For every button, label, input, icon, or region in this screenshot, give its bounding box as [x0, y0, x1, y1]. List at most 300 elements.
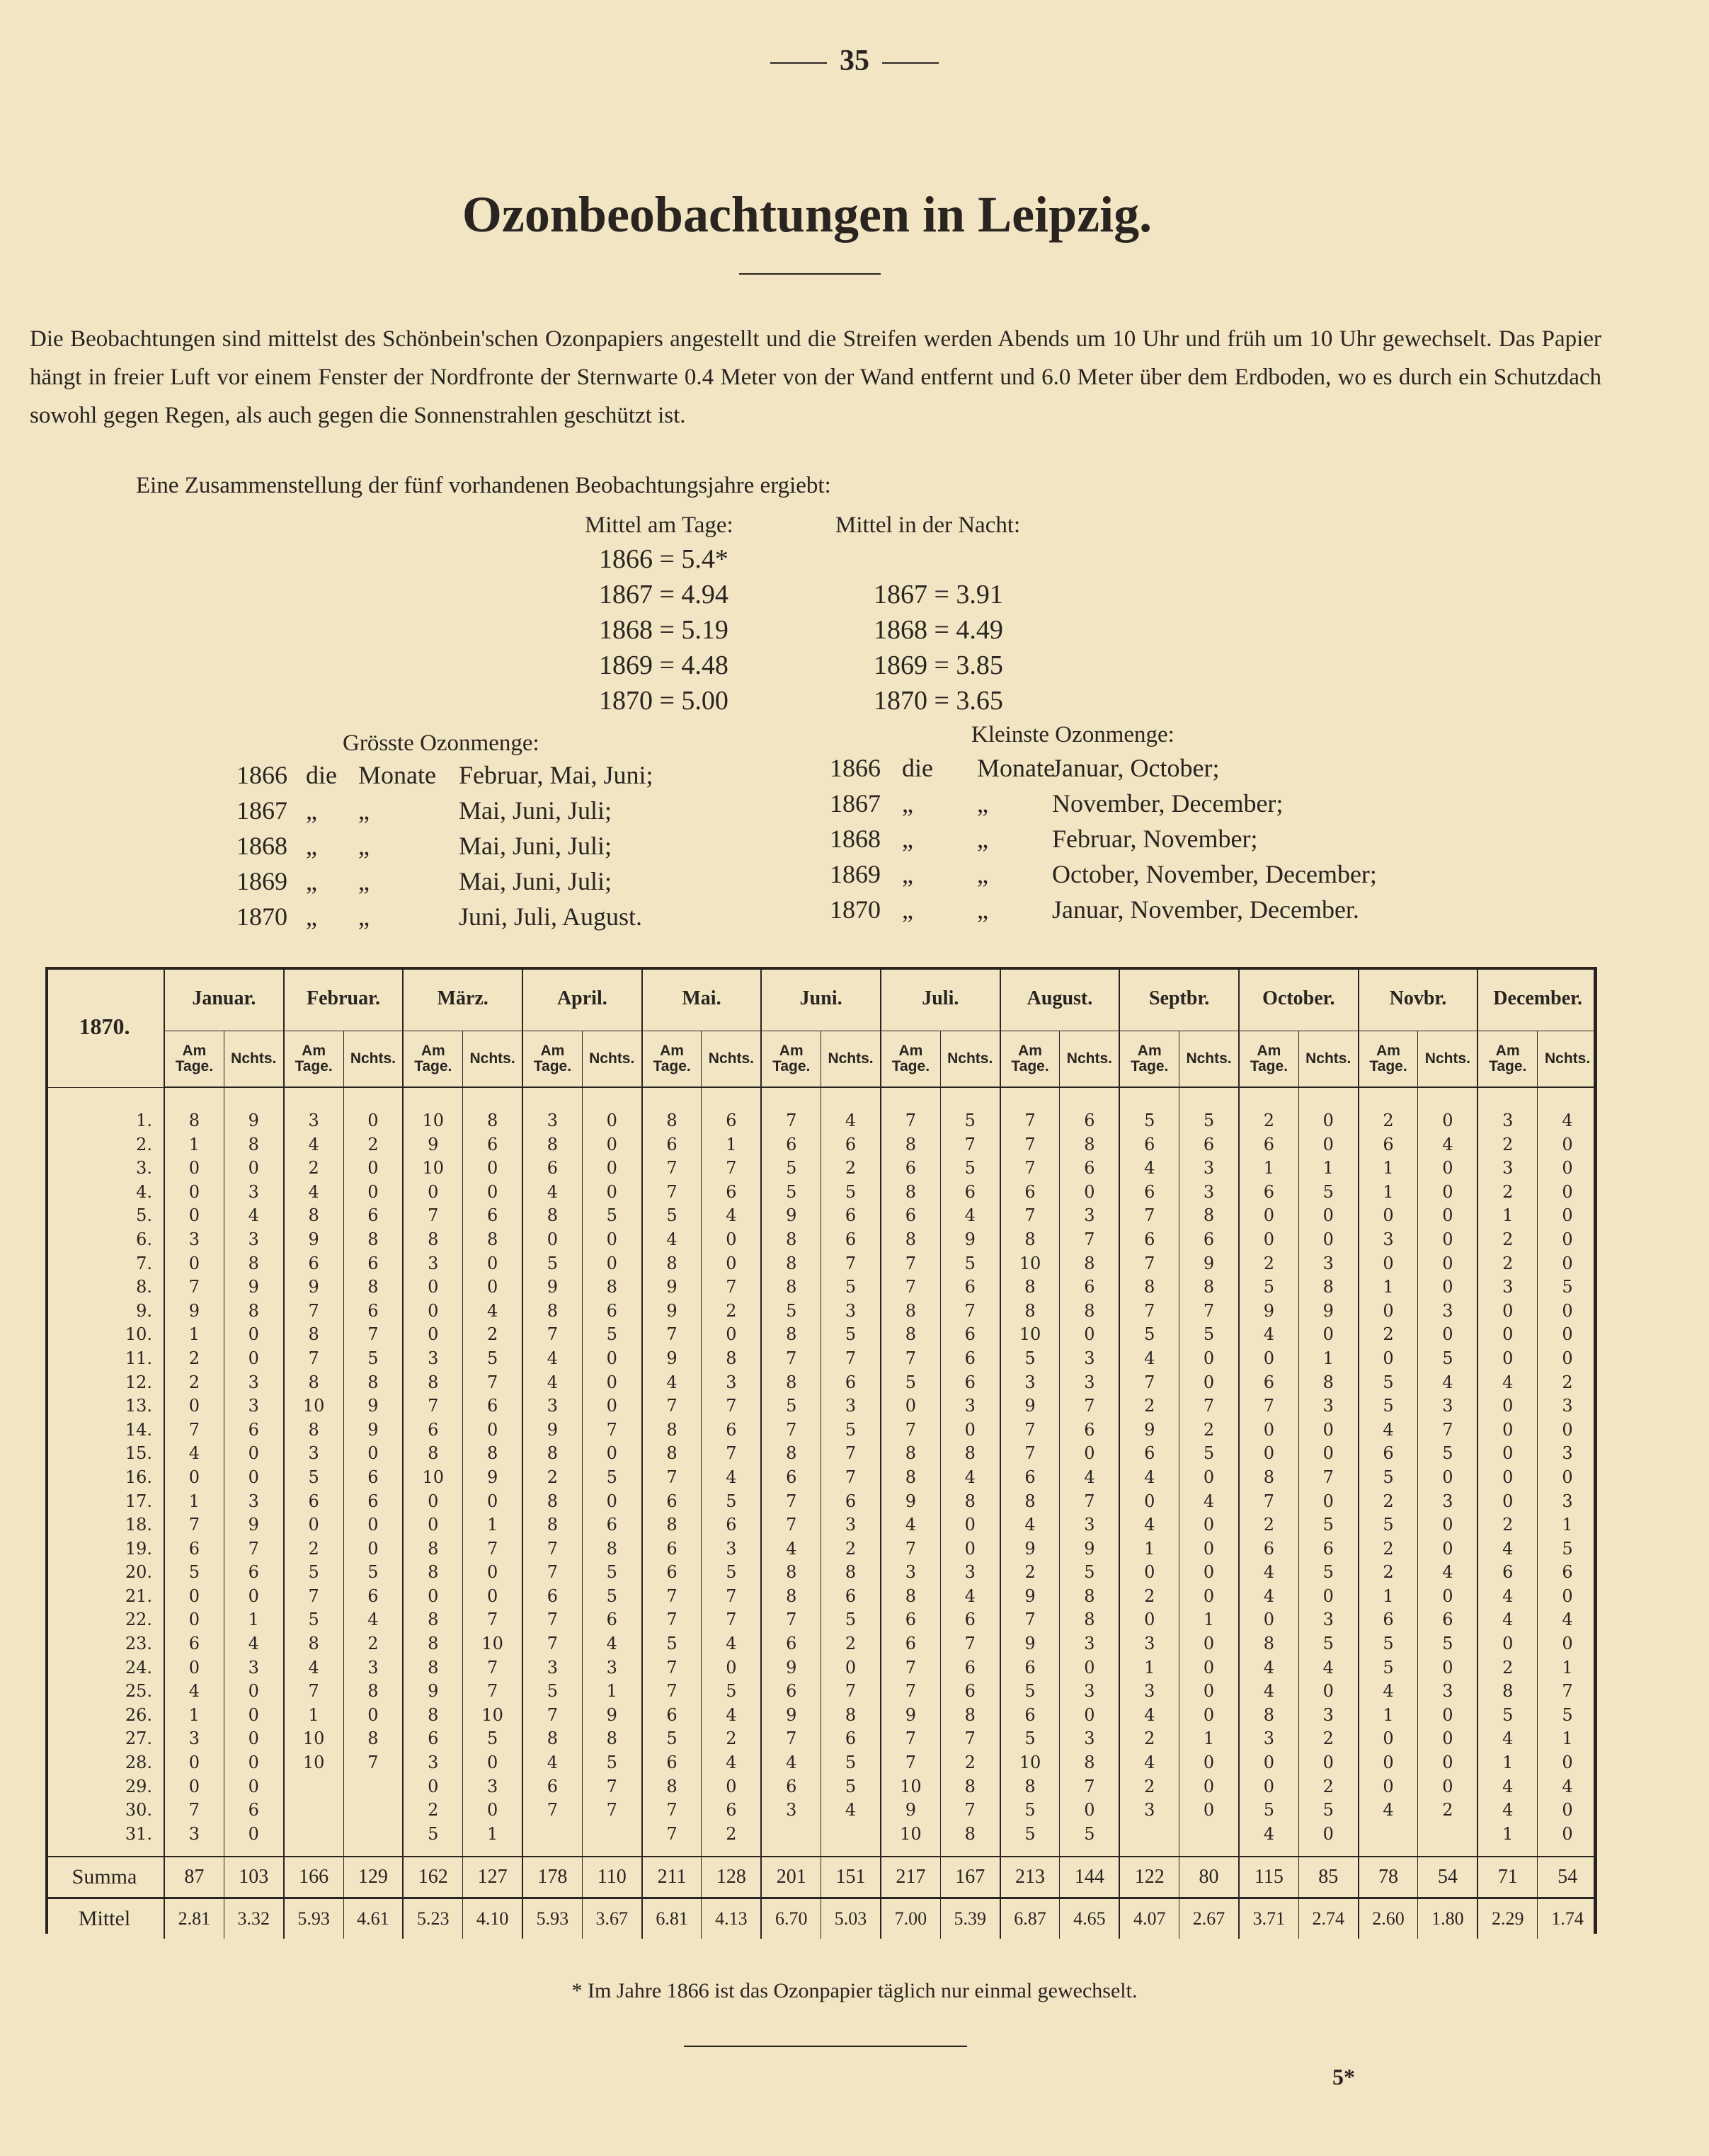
- table-cell: 6: [881, 1157, 940, 1181]
- table-cell: 1: [164, 1704, 224, 1728]
- mean-day-1870: 1870 = 5.00: [599, 686, 728, 716]
- table-cell: 0: [1477, 1347, 1537, 1371]
- table-cell: 0: [1298, 1585, 1358, 1609]
- table-cell: 2: [1538, 1371, 1597, 1395]
- summa-cell: 166: [284, 1857, 343, 1898]
- table-cell: 7: [881, 1252, 940, 1276]
- table-cell: 10: [881, 1823, 940, 1857]
- mittel-cell: 3.67: [582, 1898, 641, 1939]
- table-cell: 4: [1477, 1727, 1537, 1751]
- table-cell: 8: [522, 1490, 582, 1514]
- table-cell: 8: [881, 1181, 940, 1205]
- table-cell: 6: [1119, 1181, 1179, 1205]
- table-cell: 0: [940, 1418, 1000, 1443]
- month-header: Septbr.: [1119, 967, 1239, 1031]
- table-cell: 0: [1538, 1632, 1597, 1656]
- table-cell: 4: [821, 1087, 881, 1133]
- table-cell: 1: [702, 1133, 761, 1157]
- table-cell: 0: [582, 1133, 641, 1157]
- subheader-night: Nchts.: [1179, 1031, 1239, 1088]
- table-cell: 9: [761, 1204, 821, 1228]
- table-cell: 0: [1538, 1133, 1597, 1157]
- table-cell: 4: [702, 1751, 761, 1775]
- table-cell: 10: [403, 1157, 462, 1181]
- table-cell: 5: [1239, 1275, 1298, 1300]
- subheader-night: Nchts.: [940, 1031, 1000, 1088]
- table-cell: 0: [582, 1371, 641, 1395]
- table-cell: 0: [164, 1157, 224, 1181]
- table-cell: 8: [522, 1204, 582, 1228]
- table-cell: 6: [463, 1204, 522, 1228]
- table-cell: 0: [343, 1442, 403, 1466]
- table-cell: 6: [1000, 1704, 1060, 1728]
- table-cell: 5: [761, 1181, 821, 1205]
- table-cell: 6: [1477, 1561, 1537, 1585]
- table-cell: 7: [642, 1823, 702, 1857]
- table-cell: 0: [1418, 1537, 1477, 1561]
- table-cell: 8: [522, 1133, 582, 1157]
- table-cell: 6: [343, 1466, 403, 1490]
- table-cell: 0: [1477, 1490, 1537, 1514]
- mittel-cell: 5.03: [821, 1898, 881, 1939]
- min-b: „: [977, 825, 988, 853]
- table-cell: 7: [642, 1323, 702, 1347]
- table-cell: 0: [1418, 1466, 1477, 1490]
- table-cell: 1: [284, 1704, 343, 1728]
- table-cell: 4: [1239, 1323, 1298, 1347]
- table-cell: 3: [1418, 1394, 1477, 1418]
- subheader-day: Am Tage.: [1359, 1031, 1418, 1088]
- table-cell: 0: [343, 1537, 403, 1561]
- table-cell: 7: [1000, 1157, 1060, 1181]
- table-cell: 3: [1298, 1394, 1358, 1418]
- table-cell: 7: [761, 1513, 821, 1537]
- table-cell: 2: [1119, 1727, 1179, 1751]
- summa-cell: 201: [761, 1857, 821, 1898]
- table-cell: [1179, 1823, 1239, 1857]
- summa-cell: 151: [821, 1857, 881, 1898]
- month-header: October.: [1239, 967, 1359, 1031]
- table-cell: 5: [821, 1323, 881, 1347]
- table-cell: 3: [1538, 1442, 1597, 1466]
- table-cell: 3: [821, 1300, 881, 1324]
- table-cell: 6: [164, 1632, 224, 1656]
- table-cell: 0: [224, 1823, 283, 1857]
- table-row: [45, 1133, 1597, 1157]
- table-cell: 7: [881, 1418, 940, 1443]
- table-cell: 0: [1538, 1799, 1597, 1823]
- table-cell: 1: [1179, 1608, 1239, 1632]
- table-cell: 0: [1298, 1490, 1358, 1514]
- table-cell: 6: [1000, 1656, 1060, 1680]
- summa-cell: 217: [881, 1857, 940, 1898]
- table-cell: 5: [1179, 1442, 1239, 1466]
- table-cell: 8: [642, 1252, 702, 1276]
- table-cell: 8: [224, 1300, 283, 1324]
- table-cell: 10: [1000, 1751, 1060, 1775]
- table-cell: 9: [642, 1300, 702, 1324]
- table-cell: 5: [702, 1680, 761, 1704]
- table-cell: 0: [1239, 1418, 1298, 1443]
- table-cell: 0: [1179, 1775, 1239, 1799]
- table-cell: 8: [881, 1323, 940, 1347]
- day-label: 20.: [125, 1562, 152, 1583]
- table-cell: 3: [1477, 1087, 1537, 1133]
- table-cell: 1: [1538, 1727, 1597, 1751]
- summa-cell: 129: [343, 1857, 403, 1898]
- table-cell: 0: [463, 1418, 522, 1443]
- table-cell: 0: [343, 1181, 403, 1205]
- table-cell: 4: [1359, 1680, 1418, 1704]
- table-cell: 8: [761, 1371, 821, 1395]
- table-cell: 4: [1119, 1466, 1179, 1490]
- table-cell: 6: [1119, 1442, 1179, 1466]
- mean-day-1868: 1868 = 5.19: [599, 615, 728, 645]
- table-cell: 5: [1060, 1561, 1119, 1585]
- min-year: 1870: [830, 895, 881, 924]
- table-cell: 0: [1298, 1323, 1358, 1347]
- table-cell: 0: [463, 1585, 522, 1609]
- intro-text: [30, 320, 1601, 435]
- table-cell: 8: [403, 1371, 462, 1395]
- min-months: November, December;: [1052, 789, 1284, 818]
- table-cell: 0: [224, 1347, 283, 1371]
- table-cell: 0: [1119, 1490, 1179, 1514]
- table-cell: 3: [1060, 1680, 1119, 1704]
- table-cell: 2: [1119, 1585, 1179, 1609]
- table-cell: 9: [582, 1704, 641, 1728]
- summa-cell: 54: [1418, 1857, 1477, 1898]
- table-cell: 7: [522, 1323, 582, 1347]
- table-cell: 3: [224, 1228, 283, 1252]
- table-cell: 6: [343, 1252, 403, 1276]
- table-cell: 1: [1359, 1704, 1418, 1728]
- table-cell: 0: [1239, 1608, 1298, 1632]
- month-header: Januar.: [164, 967, 284, 1031]
- subheader-day: Am Tage.: [1239, 1031, 1298, 1088]
- table-cell: 3: [702, 1371, 761, 1395]
- table-cell: 0: [1418, 1656, 1477, 1680]
- table-cell: [343, 1799, 403, 1823]
- table-cell: 3: [1298, 1704, 1358, 1728]
- table-cell: 6: [522, 1157, 582, 1181]
- table-cell: 6: [1000, 1466, 1060, 1490]
- table-cell: 0: [463, 1181, 522, 1205]
- table-cell: 1: [1179, 1727, 1239, 1751]
- mean-day-1866: 1866 = 5.4*: [599, 544, 728, 574]
- table-cell: 0: [1359, 1775, 1418, 1799]
- table-cell: 4: [522, 1347, 582, 1371]
- table-cell: 6: [224, 1418, 283, 1443]
- table-cell: 7: [642, 1656, 702, 1680]
- table-cell: 2: [1359, 1323, 1418, 1347]
- table-cell: 8: [403, 1228, 462, 1252]
- table-cell: 3: [284, 1442, 343, 1466]
- max-year: 1869: [236, 867, 287, 895]
- table-cell: 7: [881, 1727, 940, 1751]
- table-cell: 0: [1359, 1204, 1418, 1228]
- table-cell: 7: [821, 1347, 881, 1371]
- table-cell: 0: [1239, 1347, 1298, 1371]
- ozone-table: [45, 967, 1597, 1939]
- table-cell: [761, 1823, 821, 1857]
- table-cell: 1: [1359, 1181, 1418, 1205]
- table-cell: 0: [224, 1585, 283, 1609]
- table-cell: 7: [582, 1418, 641, 1443]
- day-label: 6.: [136, 1229, 152, 1249]
- table-cell: 2: [1239, 1252, 1298, 1276]
- intro-paragraph: Die Beobachtungen sind mittelst des Schönbein'schen Ozonpapiers angestellt und die Streifen werden Abends um 10 Uhr und früh um 10 Uhr gewechselt. Das Papier hängt in freier Luft vor einem Fenster der Nordfronte der Sternwarte 0.4 Meter von der Wand entfernt und 6.0 Meter über dem Erdboden, wo es durch ein Schutzdach sowohl gegen Regen, als auch gegen die Sonnenstrahlen geschützt ist.: [30, 326, 1601, 428]
- table-cell: 5: [1298, 1513, 1358, 1537]
- table-cell: 0: [1538, 1418, 1597, 1443]
- mittel-cell: 6.87: [1000, 1898, 1060, 1939]
- table-cell: 0: [702, 1656, 761, 1680]
- table-cell: 4: [1239, 1585, 1298, 1609]
- day-label: 25.: [125, 1681, 152, 1702]
- table-cell: [284, 1799, 343, 1823]
- table-cell: 3: [1179, 1157, 1239, 1181]
- table-cell: 0: [1179, 1680, 1239, 1704]
- mittel-row: [45, 1898, 1597, 1939]
- table-cell: 10: [403, 1466, 462, 1490]
- table-cell: 6: [702, 1181, 761, 1205]
- table-row: [45, 1466, 1597, 1490]
- table-cell: 4: [1359, 1418, 1418, 1443]
- table-cell: 5: [1000, 1347, 1060, 1371]
- table-cell: 6: [1239, 1133, 1298, 1157]
- subheader-day: Am Tage.: [403, 1031, 462, 1088]
- table-cell: 2: [821, 1157, 881, 1181]
- subheader-night: Nchts.: [224, 1031, 283, 1088]
- table-cell: 9: [1000, 1585, 1060, 1609]
- table-cell: 5: [1119, 1323, 1179, 1347]
- table-cell: 0: [1298, 1680, 1358, 1704]
- table-cell: 5: [1538, 1704, 1597, 1728]
- mittel-cell: 2.74: [1298, 1898, 1358, 1939]
- max-b: „: [358, 832, 370, 860]
- table-cell: 7: [164, 1418, 224, 1443]
- table-cell: 3: [1060, 1632, 1119, 1656]
- table-cell: 5: [582, 1204, 641, 1228]
- table-cell: 4: [1477, 1537, 1537, 1561]
- table-cell: 8: [642, 1442, 702, 1466]
- table-cell: 8: [403, 1561, 462, 1585]
- table-cell: 3: [1000, 1371, 1060, 1395]
- table-cell: 5: [582, 1323, 641, 1347]
- table-cell: 1: [1477, 1751, 1537, 1775]
- table-cell: 3: [1239, 1727, 1298, 1751]
- table-cell: 2: [1239, 1087, 1298, 1133]
- summa-cell: 110: [582, 1857, 641, 1898]
- table-cell: 7: [642, 1394, 702, 1418]
- max-a: die: [306, 761, 337, 789]
- table-cell: 5: [1418, 1347, 1477, 1371]
- table-cell: 3: [761, 1799, 821, 1823]
- table-cell: 6: [1060, 1157, 1119, 1181]
- subheader-day: Am Tage.: [164, 1031, 224, 1088]
- table-cell: 9: [1298, 1300, 1358, 1324]
- table-cell: 3: [1418, 1490, 1477, 1514]
- table-cell: 8: [761, 1275, 821, 1300]
- table-cell: 8: [582, 1537, 641, 1561]
- table-cell: 6: [224, 1561, 283, 1585]
- table-cell: 5: [463, 1347, 522, 1371]
- table-cell: 8: [1060, 1585, 1119, 1609]
- mittel-cell: 6.70: [761, 1898, 821, 1939]
- page-title: Ozonbeobachtungen in Leipzig.: [462, 186, 1153, 243]
- table-cell: 0: [1179, 1466, 1239, 1490]
- table-cell: 0: [1538, 1181, 1597, 1205]
- table-cell: 8: [522, 1300, 582, 1324]
- table-cell: 0: [1538, 1204, 1597, 1228]
- table-cell: 0: [582, 1347, 641, 1371]
- table-cell: 0: [1359, 1751, 1418, 1775]
- max-year: 1867: [236, 796, 287, 825]
- table-cell: 2: [463, 1323, 522, 1347]
- table-cell: 7: [1298, 1466, 1358, 1490]
- table-cell: 8: [522, 1727, 582, 1751]
- table-cell: 1: [1538, 1513, 1597, 1537]
- table-cell: 8: [522, 1513, 582, 1537]
- table-row: [45, 1371, 1597, 1395]
- totals-rows: [45, 1857, 1597, 1939]
- max-b: Monate: [358, 761, 436, 789]
- table-cell: 5: [1298, 1799, 1358, 1823]
- day-label: 26.: [125, 1704, 152, 1725]
- table-cell: 8: [284, 1632, 343, 1656]
- table-cell: [343, 1775, 403, 1799]
- table-cell: 5: [1298, 1181, 1358, 1205]
- summa-cell: 87: [164, 1857, 224, 1898]
- table-cell: 0: [1179, 1347, 1239, 1371]
- table-cell: 6: [702, 1418, 761, 1443]
- summa-cell: 80: [1179, 1857, 1239, 1898]
- summa-cell: 144: [1060, 1857, 1119, 1898]
- table-cell: 0: [403, 1513, 462, 1537]
- table-cell: 5: [1359, 1656, 1418, 1680]
- summa-cell: 167: [940, 1857, 1000, 1898]
- table-cell: 4: [1298, 1656, 1358, 1680]
- table-cell: 4: [1538, 1775, 1597, 1799]
- table-cell: 8: [1000, 1490, 1060, 1514]
- table-cell: 7: [761, 1418, 821, 1443]
- table-cell: 8: [463, 1442, 522, 1466]
- table-cell: 7: [522, 1632, 582, 1656]
- table-cell: 2: [1359, 1087, 1418, 1133]
- summa-label: Summa: [45, 1857, 164, 1898]
- table-cell: 9: [343, 1418, 403, 1443]
- table-cell: 5: [702, 1490, 761, 1514]
- mittel-cell: 5.39: [940, 1898, 1000, 1939]
- table-cell: 0: [164, 1466, 224, 1490]
- table-cell: 6: [582, 1300, 641, 1324]
- table-cell: 2: [522, 1466, 582, 1490]
- table-cell: 1: [164, 1133, 224, 1157]
- table-cell: 4: [702, 1704, 761, 1728]
- table-cell: 0: [1239, 1442, 1298, 1466]
- day-label: 1.: [136, 1110, 152, 1130]
- table-cell: 4: [761, 1537, 821, 1561]
- table-row: [45, 1275, 1597, 1300]
- table-cell: 0: [1060, 1323, 1119, 1347]
- day-label: 8.: [136, 1277, 152, 1297]
- table-cell: 4: [1060, 1466, 1119, 1490]
- table-cell: 0: [403, 1775, 462, 1799]
- table-cell: 0: [582, 1394, 641, 1418]
- max-b: „: [358, 867, 370, 895]
- max-months: Mai, Juni, Juli;: [459, 832, 612, 860]
- max-months: Mai, Juni, Juli;: [459, 796, 612, 825]
- table-cell: 0: [403, 1585, 462, 1609]
- table-cell: 5: [642, 1632, 702, 1656]
- day-label: 13.: [125, 1396, 152, 1416]
- table-cell: 8: [761, 1561, 821, 1585]
- table-cell: 8: [284, 1371, 343, 1395]
- table-cell: 2: [821, 1632, 881, 1656]
- table-cell: 6: [881, 1204, 940, 1228]
- table-cell: 0: [582, 1228, 641, 1252]
- table-cell: 8: [284, 1323, 343, 1347]
- table-cell: 0: [463, 1275, 522, 1300]
- min-b: Monate: [977, 754, 1055, 782]
- table-cell: 5: [284, 1608, 343, 1632]
- table-cell: 5: [821, 1418, 881, 1443]
- table-cell: 3: [881, 1561, 940, 1585]
- table-cell: 3: [403, 1252, 462, 1276]
- table-cell: 0: [582, 1490, 641, 1514]
- table-cell: 5: [343, 1561, 403, 1585]
- mittel-cell: 4.07: [1119, 1898, 1179, 1939]
- table-cell: 7: [881, 1275, 940, 1300]
- summa-cell: 85: [1298, 1857, 1358, 1898]
- table-cell: 3: [1119, 1680, 1179, 1704]
- table-cell: 0: [1060, 1799, 1119, 1823]
- table-cell: 0: [343, 1087, 403, 1133]
- table-cell: 9: [1179, 1252, 1239, 1276]
- mittel-cell: 1.74: [1538, 1898, 1597, 1939]
- table-cell: 6: [582, 1513, 641, 1537]
- subheader-night: Nchts.: [1298, 1031, 1358, 1088]
- table-cell: 3: [1060, 1204, 1119, 1228]
- day-label: 11.: [125, 1348, 152, 1368]
- table-cell: 7: [702, 1585, 761, 1609]
- table-cell: 6: [403, 1727, 462, 1751]
- summa-cell: 122: [1119, 1857, 1179, 1898]
- table-cell: 1: [1119, 1656, 1179, 1680]
- title-rule: [739, 273, 881, 275]
- table-cell: 5: [522, 1680, 582, 1704]
- table-cell: 7: [761, 1608, 821, 1632]
- table-cell: 0: [1179, 1537, 1239, 1561]
- table-cell: 5: [582, 1751, 641, 1775]
- table-cell: 8: [1179, 1204, 1239, 1228]
- table-cell: 8: [702, 1347, 761, 1371]
- table-cell: 4: [940, 1204, 1000, 1228]
- month-header: December.: [1477, 967, 1597, 1031]
- table-cell: 3: [1060, 1371, 1119, 1395]
- table-row: [45, 1823, 1597, 1857]
- table-cell: 7: [1000, 1608, 1060, 1632]
- table-cell: 5: [821, 1275, 881, 1300]
- table-cell: 0: [1477, 1466, 1537, 1490]
- mittel-cell: 4.10: [463, 1898, 522, 1939]
- table-cell: 0: [1538, 1751, 1597, 1775]
- table-cell: 0: [702, 1252, 761, 1276]
- table-cell: 0: [522, 1228, 582, 1252]
- table-cell: 0: [1239, 1228, 1298, 1252]
- signature-mark: 5*: [1332, 2064, 1355, 2089]
- table-cell: 1: [1538, 1656, 1597, 1680]
